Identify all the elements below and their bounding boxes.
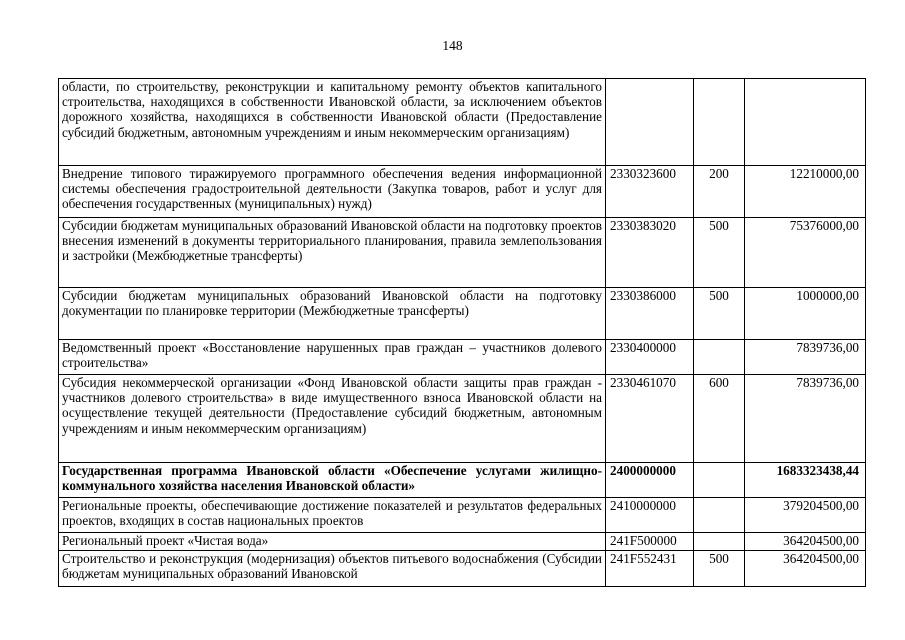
row-target-code: 2330383020 bbox=[606, 218, 694, 288]
row-amount: 7839736,00 bbox=[745, 340, 866, 375]
row-target-code: 2330461070 bbox=[606, 375, 694, 463]
row-description: Субсидии бюджетам муниципальных образований Ивановской области на подготовку документации по планировке территории (Межбюджетные трансферты) bbox=[59, 288, 606, 340]
row-amount: 7839736,00 bbox=[745, 375, 866, 463]
row-target-code: 2330323600 bbox=[606, 166, 694, 218]
row-amount: 364204500,00 bbox=[745, 551, 866, 587]
page-number: 148 bbox=[442, 38, 463, 53]
row-amount: 75376000,00 bbox=[745, 218, 866, 288]
row-target-code: 2330386000 bbox=[606, 288, 694, 340]
row-target-code: 241F500000 bbox=[606, 533, 694, 551]
table-row bbox=[59, 218, 866, 288]
row-description: Субсидия некоммерческой организации «Фонд Ивановской области защиты прав граждан - участников долевого строительства» в виде имущественного взноса Ивановской области на осуществление текущей деятельности (Предоставление субсидий бюджетным, автономным учреждениям и иным некоммерческим организациям) bbox=[59, 375, 606, 463]
row-expense-type: 600 bbox=[694, 375, 745, 463]
row-amount: 1683323438,44 bbox=[745, 463, 866, 498]
row-expense-type bbox=[694, 463, 745, 498]
row-expense-type: 200 bbox=[694, 166, 745, 218]
row-amount: 364204500,00 bbox=[745, 533, 866, 551]
row-description: Региональный проект «Чистая вода» bbox=[59, 533, 606, 551]
row-description: области, по строительству, реконструкции и капитальному ремонту объектов капитального строительства, находящихся в собственности Ивановской области, за исключением объектов дорожного хозяйства, находящихся в собственности Ивановской области (Предоставление субсидий бюджетным, автономным учреждениям и иным некоммерческим организациям) bbox=[59, 79, 606, 166]
table-row bbox=[59, 166, 866, 218]
row-target-code bbox=[606, 79, 694, 166]
row-amount: 379204500,00 bbox=[745, 498, 866, 533]
table-row bbox=[59, 79, 866, 166]
row-amount: 12210000,00 bbox=[745, 166, 866, 218]
row-expense-type bbox=[694, 498, 745, 533]
row-target-code: 2400000000 bbox=[606, 463, 694, 498]
row-expense-type bbox=[694, 79, 745, 166]
row-expense-type: 500 bbox=[694, 218, 745, 288]
table-row bbox=[59, 533, 866, 551]
row-description: Ведомственный проект «Восстановление нарушенных прав граждан – участников долевого строительства» bbox=[59, 340, 606, 375]
row-description: Субсидии бюджетам муниципальных образований Ивановской области на подготовку проектов внесения изменений в документы территориального планирования, правила землепользования и застройки (Межбюджетные трансферты) bbox=[59, 218, 606, 288]
row-description: Государственная программа Ивановской области «Обеспечение услугами жилищно-коммунального хозяйства населения Ивановской области» bbox=[59, 463, 606, 498]
table-row bbox=[59, 288, 866, 340]
table-row bbox=[59, 551, 866, 587]
table-row bbox=[59, 463, 866, 498]
row-expense-type bbox=[694, 533, 745, 551]
row-amount: 1000000,00 bbox=[745, 288, 866, 340]
row-amount bbox=[745, 79, 866, 166]
budget-table-body bbox=[59, 79, 866, 587]
row-target-code: 2410000000 bbox=[606, 498, 694, 533]
table-row bbox=[59, 340, 866, 375]
row-description: Строительство и реконструкция (модернизация) объектов питьевого водоснабжения (Субсидии бюджетам муниципальных образований Ивановской bbox=[59, 551, 606, 587]
row-description: Региональные проекты, обеспечивающие достижение показателей и результатов федеральных проектов, входящих в состав национальных проектов bbox=[59, 498, 606, 533]
budget-table bbox=[58, 78, 866, 587]
row-target-code: 241F552431 bbox=[606, 551, 694, 587]
row-expense-type: 500 bbox=[694, 288, 745, 340]
row-description: Внедрение типового тиражируемого программного обеспечения ведения информационной системы обеспечения градостроительной деятельности (Закупка товаров, работ и услуг для обеспечения государственных (муниципальных) нужд) bbox=[59, 166, 606, 218]
row-expense-type: 500 bbox=[694, 551, 745, 587]
row-expense-type bbox=[694, 340, 745, 375]
table-row bbox=[59, 375, 866, 463]
table-row bbox=[59, 498, 866, 533]
row-target-code: 2330400000 bbox=[606, 340, 694, 375]
